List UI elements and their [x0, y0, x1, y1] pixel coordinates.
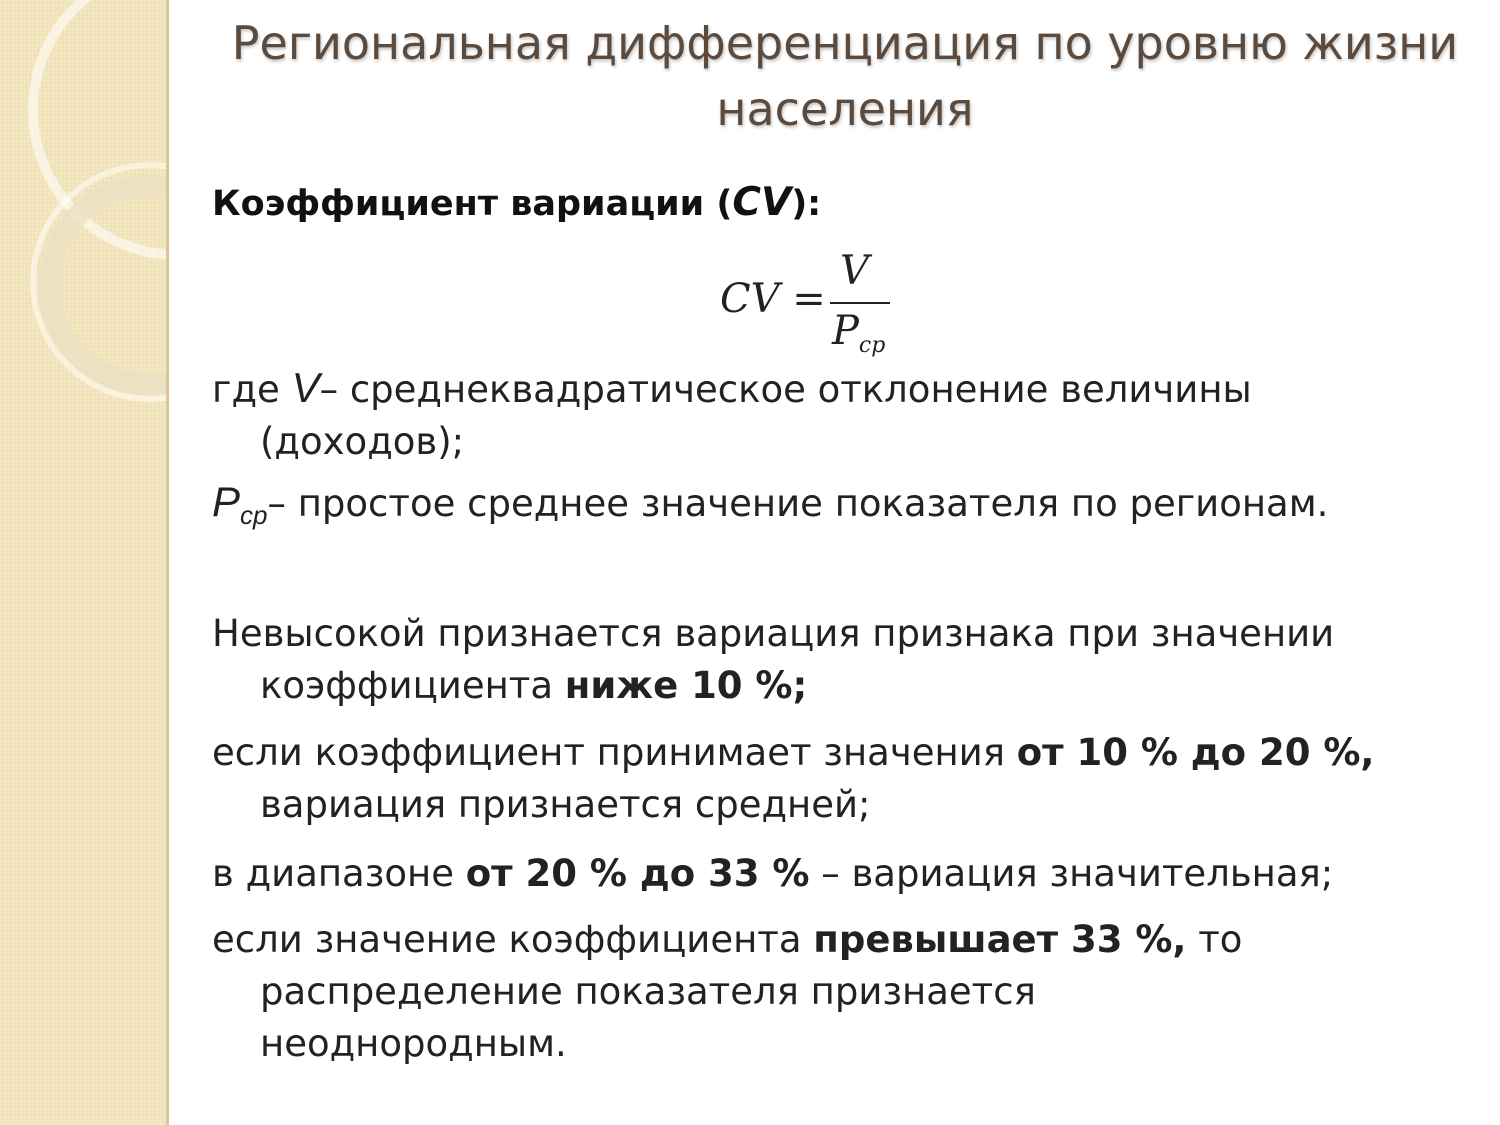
rule-low-line2-plain: коэффициента [260, 664, 565, 707]
formula-denominator [832, 308, 885, 358]
rule-low-line1: Невысокой признается вариация признака при значении [212, 612, 1335, 655]
cv-heading-symbol: CV [732, 180, 792, 225]
rule-low [212, 608, 1472, 712]
rule-heterogeneous-line2: распределение показателя признается [260, 970, 1036, 1013]
rule-medium-line1-plain: если коэффициент принимает значения [212, 731, 1017, 774]
rule-heterogeneous-tail: то [1186, 918, 1243, 961]
definition-v-symbol: V [291, 364, 320, 411]
rule-medium [212, 727, 1472, 831]
cv-heading-suffix: ): [791, 184, 822, 224]
rule-significant-plain: в диапазоне [212, 852, 466, 895]
cv-heading [212, 180, 821, 225]
definition-pcp [212, 476, 1472, 541]
rule-heterogeneous-line3: неоднородным. [260, 1022, 567, 1065]
rule-significant [212, 848, 1472, 900]
formula-denominator-sub: ср [858, 333, 886, 358]
rule-medium-line2: вариация признается средней; [260, 783, 871, 826]
fraction-bar [830, 302, 890, 304]
definition-v [212, 362, 1472, 468]
definition-v-text-cont: (доходов); [260, 420, 465, 463]
cv-heading-prefix: Коэффициент вариации ( [212, 184, 733, 224]
formula-lhs: CV = [720, 276, 826, 322]
rule-significant-range: от 20 % до 33 % [465, 852, 810, 895]
formula-denominator-base: P [832, 308, 859, 354]
definition-pcp-symbol [212, 478, 268, 530]
definition-v-prefix: где [212, 368, 280, 411]
rule-low-threshold: ниже 10 %; [564, 664, 808, 707]
rule-heterogeneous-plain: если значение коэффициента [212, 918, 814, 961]
slide-title: Региональная дифференциация по уровню жизни населения [231, 16, 1459, 136]
rule-medium-range: от 10 % до 20 %, [1016, 731, 1375, 774]
formula-numerator: V [840, 248, 869, 294]
sidebar-divider [166, 0, 169, 1125]
decorative-sidebar [0, 0, 166, 1125]
definition-pcp-symbol-sub: ср [240, 500, 268, 530]
rule-low-line2 [212, 660, 1472, 712]
rule-heterogeneous-threshold: превышает 33 %, [813, 918, 1187, 961]
definition-pcp-text: – простое среднее значение показателя по регионам. [267, 482, 1329, 525]
definition-v-text: – среднеквадратическое отклонение величины [319, 368, 1252, 411]
rule-significant-tail: – вариация значительная; [809, 852, 1334, 895]
definition-pcp-symbol-base: P [212, 478, 241, 525]
rule-heterogeneous [212, 914, 1472, 1070]
